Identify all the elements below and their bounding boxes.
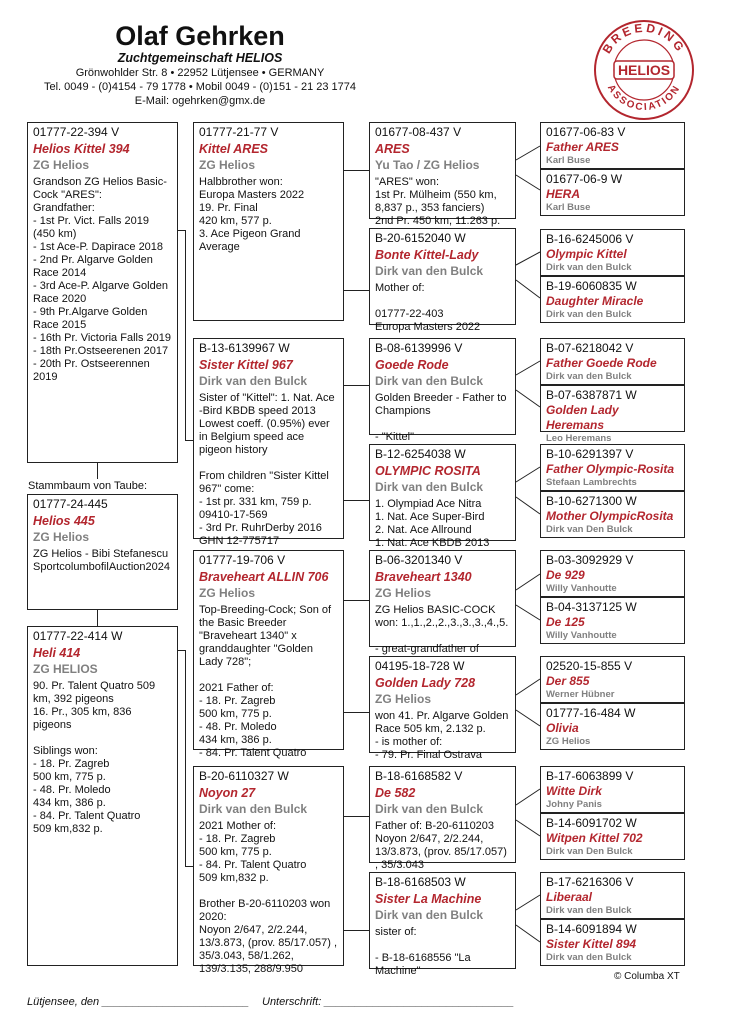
pigeon-card-mate-sire[interactable] <box>193 550 344 759</box>
pigeon-card-mds[interactable] <box>369 766 516 871</box>
pigeon-name: Olympic Kittel <box>546 247 627 261</box>
pigeon-name: Golden Lady 728 <box>375 676 476 690</box>
achievements: won 41. Pr. Algarve Golden Race 505 km, 2.132 p. - is mother of: - 79. Pr. Final Ostrava <box>375 710 509 761</box>
achievements: Grandson ZG Helios Basic-Cock "ARES": Grandfather: - 1st Pr. Vict. Falls 2019 (450 km) - 1st Ace-P. Dapirace 2018 - 2nd Pr. Algarve Golden Race 2014 - 3rd Ace-P. Algarve Golden Race 2020 - 9th Pr.Algarve Golden Race 2015 - 16th Pr. Victoria Falls 2019 - 18th Pr.Ostseerenen 2017 - 20th Pr. Ostseerennen 2019 <box>33 176 171 383</box>
breeder: Leo Heremans <box>546 433 612 444</box>
pigeon-name: Goede Rode <box>375 358 449 372</box>
pigeon-name: Braveheart ALLIN 706 <box>199 570 329 584</box>
ring-number: B-03-3092929 V <box>546 553 634 567</box>
achievements: ZG Helios - Bibi Stefanescu SportcolumbofilAuction2024 <box>33 548 172 573</box>
pigeon-name: Heli 414 <box>33 646 81 660</box>
signature-line[interactable]: Unterschrift: _______________________________ <box>262 996 514 1008</box>
breeder: Stefaan Lambrechts <box>546 477 637 488</box>
ring-number: B-13-6139967 W <box>199 341 290 355</box>
breeder-name: Olaf Gehrken <box>115 21 285 51</box>
ring-number: B-10-6271300 W <box>546 494 637 508</box>
pigeon-card-mate[interactable] <box>27 626 178 966</box>
pigeon-card-g4-6[interactable] <box>540 385 685 444</box>
achievements: ZG Helios BASIC-COCK won: 1.,1.,2.,2.,3.,3.,3.,4.,5. - great-grandfather of <box>375 604 509 655</box>
achievements: Golden Breeder - Father to Champions - "Kittel" <box>375 392 507 443</box>
achievements: 2021 Mother of: - 18. Pr. Zagreb 500 km, 775 p. - 84. Pr. Talent Quatro 509 km,832 p. Brother B-20-6110203 won 2020: Noyon 2/647, 2/2.244, 13/3.873, (prov. 85/17.057) , 35/3.043, 58/1.262, 139/3.135, 288/9.950 <box>199 820 337 975</box>
pigeon-name: Kittel ARES <box>199 142 268 156</box>
achievements: Father of: B-20-6110203 Noyon 2/647, 2/2.244, 13/3.873, (prov. 85/17.057) , 35/3.043 <box>375 820 510 871</box>
breeder: ZG Helios <box>375 692 432 706</box>
pigeon-name: Olivia <box>546 721 579 735</box>
breeder: Karl Buse <box>546 202 591 213</box>
achievements: Halbbrother won: Europa Masters 2022 19. Pr. Final 420 km, 577 p. 3. Ace Pigeon Grand Average <box>199 176 305 253</box>
achievements: sister of: - B-18-6168556 "La Machine" <box>375 926 471 977</box>
address: Grönwohlder Str. 8 • 22952 Lütjensee • GERMANY <box>75 67 325 79</box>
pigeon-card-sd[interactable] <box>369 228 516 333</box>
pigeon-card-g4-14[interactable] <box>540 813 685 860</box>
stammbaum-label: Stammbaum von Taube: <box>28 480 148 492</box>
achievements: 1. Olympiad Ace Nitra 1. Nat. Ace Super-Bird 2. Nat. Ace Allround 1. Nat. Ace KBDB 2013 <box>375 498 490 549</box>
breeder: Dirk van Den Bulck <box>546 846 633 857</box>
breeder: ZG Helios <box>199 158 256 172</box>
pigeon-card-mother-of[interactable] <box>27 494 178 610</box>
pigeon-card-g4-10[interactable] <box>540 597 685 644</box>
pigeon-name: Witte Dirk <box>546 784 602 798</box>
pigeon-name: Sister La Machine <box>375 892 482 906</box>
ring-number: B-04-3137125 W <box>546 600 637 614</box>
pigeon-name: HERA <box>546 187 581 201</box>
ring-number: B-18-6168503 W <box>375 875 466 889</box>
breeder: Dirk van den Bulck <box>546 952 632 963</box>
breeder: Dirk van den Bulck <box>375 264 484 278</box>
ring-number: 04195-18-728 W <box>375 659 465 673</box>
pigeon-card-g4-15[interactable] <box>540 872 685 919</box>
pigeon-card-g4-5[interactable] <box>540 338 685 385</box>
ring-number: B-07-6387871 W <box>546 388 637 402</box>
breeder: Karl Buse <box>546 155 591 166</box>
pigeon-card-sire[interactable] <box>193 122 344 321</box>
pigeon-card-g4-11[interactable] <box>540 656 685 703</box>
pigeon-name: Mother OlympicRosita <box>546 509 674 523</box>
ring-number: B-12-6254038 W <box>375 447 466 461</box>
pigeon-card-g4-12[interactable] <box>540 703 685 750</box>
breeder: ZG Helios <box>33 530 90 544</box>
pigeon-name: Witpen Kittel 702 <box>546 831 643 845</box>
svg-text:ASSOCIATION: ASSOCIATION <box>604 82 684 114</box>
breeder: Dirk van den Bulck <box>546 262 632 273</box>
svg-text:HELIOS: HELIOS <box>617 62 671 78</box>
pigeon-card-mdd[interactable] <box>369 872 516 977</box>
ring-number: B-10-6291397 V <box>546 447 634 461</box>
svg-text:BREEDING: BREEDING <box>599 20 689 56</box>
ring-number: 02520-15-855 V <box>546 659 633 673</box>
pigeon-name: Golden Lady Heremans <box>546 403 619 432</box>
breeder: Johny Panis <box>546 799 602 810</box>
pigeon-card-main[interactable] <box>27 122 178 463</box>
breeder: Yu Tao / ZG Helios <box>375 158 480 172</box>
pigeon-name: Father Goede Rode <box>546 356 657 370</box>
pigeon-name: De 125 <box>546 615 585 629</box>
ring-number: B-20-6110327 W <box>199 769 289 783</box>
pigeon-name: Daughter Miracle <box>546 294 644 308</box>
breeder: Dirk van den Bulck <box>199 374 308 388</box>
breeder: Willy Vanhoutte <box>546 630 617 641</box>
ring-number: 01677-06-9 W <box>546 172 623 186</box>
breeder: Werner Hübner <box>546 689 615 700</box>
pigeon-name: Sister Kittel 894 <box>546 937 637 951</box>
achievements: Top-Breeding-Cock; Son of the Basic Breeder "Braveheart 1340" x granddaughter "Golden Lady 728"; 2021 Father of: - 18. Pr. Zagreb 500 km, 775 p. - 48. Pr. Moledo 434 km, 386 p. - 84. Pr. Talent Quatro <box>199 604 332 759</box>
achievements: Sister of "Kittel": 1. Nat. Ace -Bird KBDB speed 2013 Lowest coeff. (0.95%) ever in Belgium speed ace pigeon history From children "Sister Kittel 967" come: - 1st pr. 331 km, 759 p. 09410-17-569 - 3rd Pr. RuhrDerby 2016 GHN 12-775717 <box>199 392 335 547</box>
pigeon-card-g4-16[interactable] <box>540 919 685 966</box>
pigeon-name: De 582 <box>375 786 416 800</box>
pigeon-card-mate-dam[interactable] <box>193 766 344 975</box>
ring-number: B-07-6218042 V <box>546 341 634 355</box>
ring-number: 01777-19-706 V <box>199 553 286 567</box>
pigeon-name: Helios Kittel 394 <box>33 142 130 156</box>
pigeon-name: Father Olympic-Rosita <box>546 462 675 476</box>
ring-number: B-16-6245006 V <box>546 232 634 246</box>
breeder: ZG Helios <box>33 158 90 172</box>
breeder: Dirk van den Bulck <box>375 480 484 494</box>
ring-number: 01777-22-394 V <box>33 125 120 139</box>
pigeon-card-dd[interactable] <box>369 444 516 549</box>
ring-number: B-08-6139996 V <box>375 341 463 355</box>
pigeon-card-g4-3[interactable] <box>540 229 685 276</box>
pigeon-card-g4-2[interactable] <box>540 169 685 216</box>
email: E-Mail: ogehrken@gmx.de <box>134 95 266 107</box>
helios-seal-logo <box>592 18 696 122</box>
breeder: Dirk van den Bulck <box>199 802 308 816</box>
pigeon-card-ds[interactable] <box>369 338 516 443</box>
pigeon-card-mss[interactable] <box>369 550 516 655</box>
ring-number: 01777-21-77 V <box>199 125 279 139</box>
pigeon-card-g4-4[interactable] <box>540 276 685 323</box>
breeder: ZG Helios <box>546 736 591 747</box>
ring-number: 01777-22-414 W <box>33 629 123 643</box>
ring-number: B-19-6060835 W <box>546 279 637 293</box>
pigeon-card-msd[interactable] <box>369 656 516 761</box>
breeder: ZG HELIOS <box>33 662 98 676</box>
copyright: © Columba XT <box>614 971 680 982</box>
ring-number: 01777-16-484 W <box>546 706 636 720</box>
breeder: Dirk van den Bulck <box>546 309 632 320</box>
pigeon-name: Sister Kittel 967 <box>199 358 293 372</box>
ring-number: B-14-6091702 W <box>546 816 637 830</box>
ring-number: B-20-6152040 W <box>375 231 466 245</box>
pigeon-name: De 929 <box>546 568 585 582</box>
ring-number: 01677-06-83 V <box>546 125 626 139</box>
pigeon-name: Der 855 <box>546 674 590 688</box>
pigeon-name: Liberaal <box>546 890 593 904</box>
ring-number: B-17-6063899 V <box>546 769 634 783</box>
pigeon-card-g4-1[interactable] <box>540 122 685 169</box>
pigeon-card-g4-9[interactable] <box>540 550 685 597</box>
achievements: 90. Pr. Talent Quatro 509 km, 392 pigeons 16. Pr., 305 km, 836 pigeons Siblings won: - 18. Pr. Zagreb 500 km, 775 p. - 48. Pr. Moledo 434 km, 386 p. - 84. Pr. Talent Quatro 509 km,832 p. <box>33 680 156 835</box>
pigeon-name: Helios 445 <box>33 514 95 528</box>
pigeon-name: Father ARES <box>546 140 619 154</box>
ring-number: 01777-24-445 <box>33 497 108 511</box>
breeder: Dirk van Den Bulck <box>546 524 633 535</box>
breeder: Dirk van den Bulck <box>546 371 632 382</box>
pigeon-name: Noyon 27 <box>199 786 256 800</box>
pigeon-card-g4-8[interactable] <box>540 491 685 538</box>
pigeon-card-ss[interactable] <box>369 122 516 227</box>
ring-number: 01677-08-437 V <box>375 125 462 139</box>
breeder: Dirk van den Bulck <box>375 908 484 922</box>
breeder: Dirk van den Bulck <box>375 802 484 816</box>
achievements: "ARES" won: 1st Pr. Mülheim (550 km, 8,837 p., 353 fanciers) 2nd Pr. 450 km, 11.263 p. <box>375 176 501 227</box>
breeder: ZG Helios <box>199 586 256 600</box>
pigeon-name: OLYMPIC ROSITA <box>375 464 481 478</box>
breeder: Dirk van den Bulck <box>375 374 484 388</box>
pigeon-name: Braveheart 1340 <box>375 570 472 584</box>
place-date-line[interactable]: Lütjensee, den ________________________ <box>27 996 250 1008</box>
phone: Tel. 0049 - (0)4154 - 79 1778 • Mobil 0049 - (0)151 - 21 23 1774 <box>43 81 357 93</box>
achievements: Mother of: 01777-22-403 Europa Masters 2022 <box>375 282 481 333</box>
ring-number: B-18-6168582 V <box>375 769 463 783</box>
pigeon-card-g4-13[interactable] <box>540 766 685 813</box>
ring-number: B-14-6091894 W <box>546 922 637 936</box>
pigeon-card-dam[interactable] <box>193 338 344 547</box>
club-name: Zuchtgemeinschaft HELIOS <box>117 51 283 65</box>
ring-number: B-06-3201340 V <box>375 553 463 567</box>
pigeon-card-g4-7[interactable] <box>540 444 685 491</box>
ring-number: B-17-6216306 V <box>546 875 634 889</box>
breeder: Dirk van den Bulck <box>546 905 632 916</box>
pigeon-name: Bonte Kittel-Lady <box>375 248 479 262</box>
breeder: Willy Vanhoutte <box>546 583 617 594</box>
breeder: ZG Helios <box>375 586 432 600</box>
pigeon-name: ARES <box>375 142 410 156</box>
